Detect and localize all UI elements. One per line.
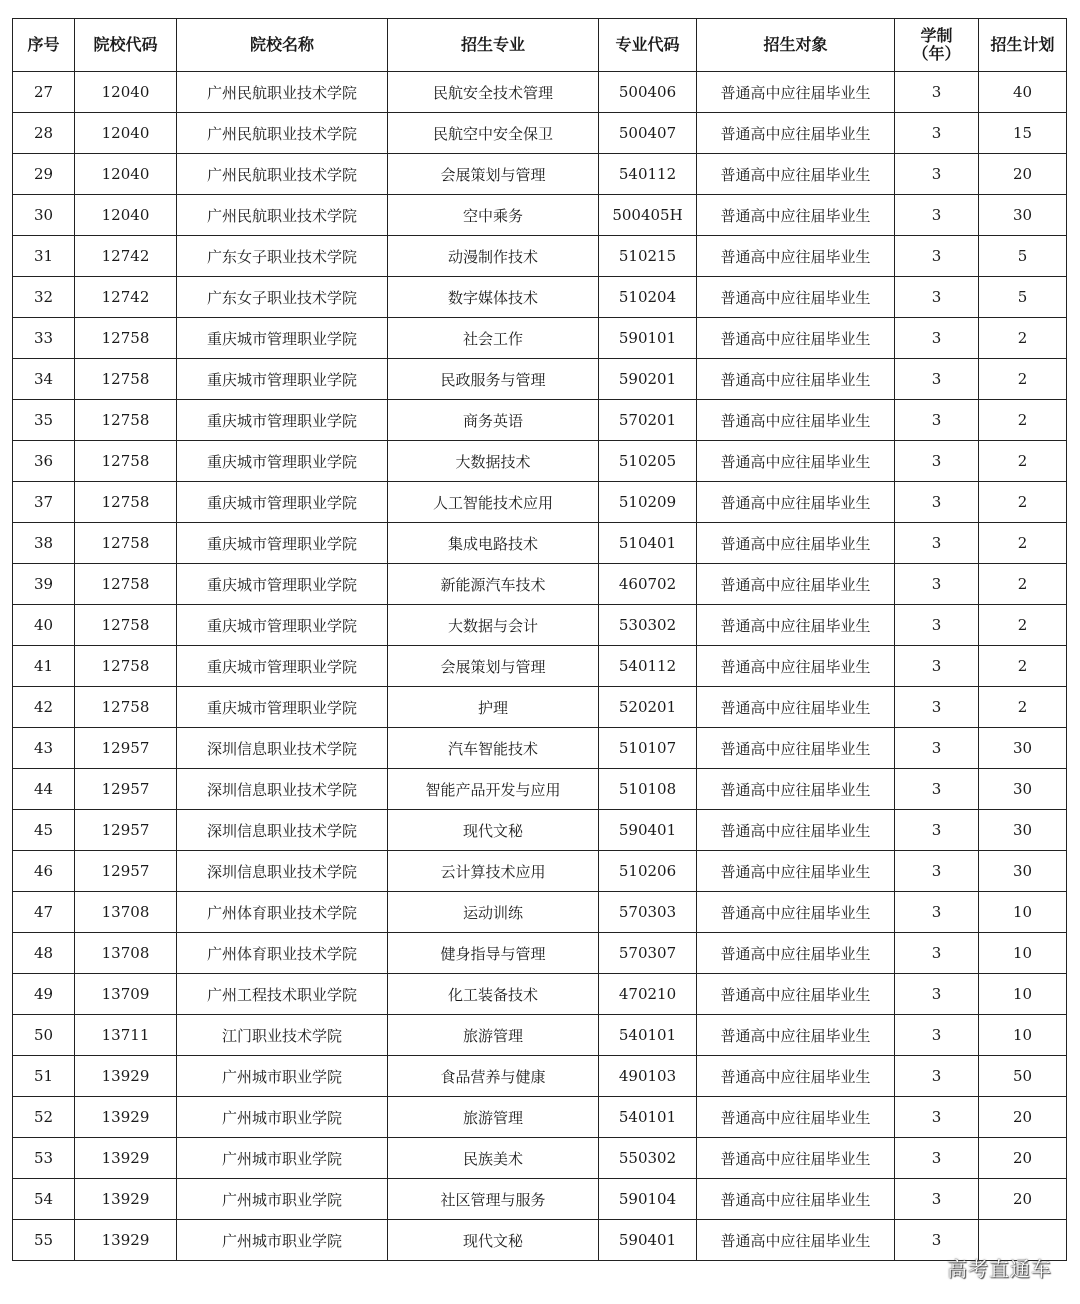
major-cell: 会展策划与管理	[388, 646, 599, 687]
plan-cell: 30	[979, 851, 1067, 892]
header-major-code: 专业代码	[599, 19, 697, 72]
school-name-cell: 深圳信息职业技术学院	[177, 810, 388, 851]
major-code-cell: 460702	[599, 564, 697, 605]
duration-cell: 3	[895, 1179, 979, 1220]
target-cell: 普通高中应往届毕业生	[697, 359, 895, 400]
major-code-cell: 510206	[599, 851, 697, 892]
school-name-cell: 重庆城市管理职业学院	[177, 687, 388, 728]
target-cell: 普通高中应往届毕业生	[697, 523, 895, 564]
school-code-cell: 12742	[75, 277, 177, 318]
school-name-cell: 重庆城市管理职业学院	[177, 523, 388, 564]
major-cell: 大数据与会计	[388, 605, 599, 646]
seq-cell: 47	[13, 892, 75, 933]
major-code-cell: 540101	[599, 1015, 697, 1056]
school-code-cell: 12758	[75, 564, 177, 605]
target-cell: 普通高中应往届毕业生	[697, 564, 895, 605]
school-code-cell: 12040	[75, 154, 177, 195]
major-cell: 现代文秘	[388, 1220, 599, 1261]
duration-cell: 3	[895, 359, 979, 400]
target-cell: 普通高中应往届毕业生	[697, 318, 895, 359]
admissions-table	[12, 18, 1067, 1261]
plan-cell: 30	[979, 728, 1067, 769]
table-row	[13, 1097, 1067, 1138]
school-code-cell: 12758	[75, 318, 177, 359]
school-code-cell: 12040	[75, 72, 177, 113]
seq-cell: 33	[13, 318, 75, 359]
plan-cell: 2	[979, 482, 1067, 523]
seq-cell: 50	[13, 1015, 75, 1056]
major-code-cell: 490103	[599, 1056, 697, 1097]
plan-cell: 2	[979, 359, 1067, 400]
seq-cell: 42	[13, 687, 75, 728]
major-code-cell: 470210	[599, 974, 697, 1015]
header-plan: 招生计划	[979, 19, 1067, 72]
table-row	[13, 605, 1067, 646]
major-cell: 民族美术	[388, 1138, 599, 1179]
major-cell: 旅游管理	[388, 1097, 599, 1138]
target-cell: 普通高中应往届毕业生	[697, 236, 895, 277]
plan-cell: 30	[979, 769, 1067, 810]
duration-cell: 3	[895, 72, 979, 113]
school-name-cell: 广州城市职业学院	[177, 1056, 388, 1097]
seq-cell: 32	[13, 277, 75, 318]
major-cell: 空中乘务	[388, 195, 599, 236]
school-code-cell: 12957	[75, 851, 177, 892]
school-code-cell: 12758	[75, 605, 177, 646]
major-code-cell: 590201	[599, 359, 697, 400]
table-row	[13, 1015, 1067, 1056]
header-duration	[895, 19, 979, 72]
target-cell: 普通高中应往届毕业生	[697, 154, 895, 195]
table-row	[13, 277, 1067, 318]
table-row	[13, 72, 1067, 113]
table-row	[13, 933, 1067, 974]
school-code-cell: 12957	[75, 769, 177, 810]
school-name-cell: 广州城市职业学院	[177, 1220, 388, 1261]
school-code-cell: 12040	[75, 113, 177, 154]
school-name-cell: 重庆城市管理职业学院	[177, 441, 388, 482]
seq-cell: 34	[13, 359, 75, 400]
plan-cell: 2	[979, 523, 1067, 564]
school-code-cell: 13929	[75, 1097, 177, 1138]
duration-cell: 3	[895, 851, 979, 892]
plan-cell: 5	[979, 236, 1067, 277]
plan-cell: 30	[979, 195, 1067, 236]
school-name-cell: 重庆城市管理职业学院	[177, 359, 388, 400]
target-cell: 普通高中应往届毕业生	[697, 1015, 895, 1056]
major-cell: 动漫制作技术	[388, 236, 599, 277]
seq-cell: 38	[13, 523, 75, 564]
seq-cell: 55	[13, 1220, 75, 1261]
table-row	[13, 1138, 1067, 1179]
major-cell: 健身指导与管理	[388, 933, 599, 974]
school-name-cell: 江门职业技术学院	[177, 1015, 388, 1056]
table-row	[13, 1179, 1067, 1220]
major-code-cell: 510107	[599, 728, 697, 769]
school-code-cell: 12742	[75, 236, 177, 277]
major-cell: 民政服务与管理	[388, 359, 599, 400]
table-row	[13, 892, 1067, 933]
duration-cell: 3	[895, 687, 979, 728]
seq-cell: 40	[13, 605, 75, 646]
school-code-cell: 12758	[75, 687, 177, 728]
seq-cell: 49	[13, 974, 75, 1015]
table-row	[13, 564, 1067, 605]
duration-cell: 3	[895, 810, 979, 851]
seq-cell: 53	[13, 1138, 75, 1179]
table-row	[13, 195, 1067, 236]
table-row	[13, 523, 1067, 564]
major-code-cell: 540112	[599, 154, 697, 195]
major-code-cell: 530302	[599, 605, 697, 646]
seq-cell: 52	[13, 1097, 75, 1138]
plan-cell: 2	[979, 687, 1067, 728]
plan-cell: 20	[979, 1097, 1067, 1138]
table-body	[13, 72, 1067, 1261]
watermark-text: 高考直通车	[947, 1257, 1052, 1281]
major-cell: 智能产品开发与应用	[388, 769, 599, 810]
school-name-cell: 广州体育职业技术学院	[177, 892, 388, 933]
duration-cell: 3	[895, 1220, 979, 1261]
duration-cell: 3	[895, 1138, 979, 1179]
table-row	[13, 851, 1067, 892]
seq-cell: 48	[13, 933, 75, 974]
plan-cell: 2	[979, 400, 1067, 441]
school-name-cell: 深圳信息职业技术学院	[177, 851, 388, 892]
table-row	[13, 728, 1067, 769]
table-row	[13, 113, 1067, 154]
seq-cell: 30	[13, 195, 75, 236]
duration-cell: 3	[895, 933, 979, 974]
target-cell: 普通高中应往届毕业生	[697, 769, 895, 810]
seq-cell: 46	[13, 851, 75, 892]
major-code-cell: 540112	[599, 646, 697, 687]
school-name-cell: 广州民航职业技术学院	[177, 195, 388, 236]
major-cell: 大数据技术	[388, 441, 599, 482]
target-cell: 普通高中应往届毕业生	[697, 482, 895, 523]
school-name-cell: 重庆城市管理职业学院	[177, 318, 388, 359]
duration-cell: 3	[895, 236, 979, 277]
school-code-cell: 13709	[75, 974, 177, 1015]
table-row	[13, 482, 1067, 523]
duration-cell: 3	[895, 441, 979, 482]
duration-cell: 3	[895, 195, 979, 236]
duration-cell: 3	[895, 1015, 979, 1056]
school-name-cell: 重庆城市管理职业学院	[177, 646, 388, 687]
school-name-cell: 广州体育职业技术学院	[177, 933, 388, 974]
school-name-cell: 广州工程技术职业学院	[177, 974, 388, 1015]
school-name-cell: 广州城市职业学院	[177, 1138, 388, 1179]
school-name-cell: 重庆城市管理职业学院	[177, 564, 388, 605]
target-cell: 普通高中应往届毕业生	[697, 1056, 895, 1097]
school-code-cell: 12758	[75, 523, 177, 564]
major-code-cell: 510205	[599, 441, 697, 482]
plan-cell: 20	[979, 1179, 1067, 1220]
school-name-cell: 深圳信息职业技术学院	[177, 728, 388, 769]
target-cell: 普通高中应往届毕业生	[697, 195, 895, 236]
major-code-cell: 510209	[599, 482, 697, 523]
major-code-cell: 570201	[599, 400, 697, 441]
duration-cell: 3	[895, 482, 979, 523]
school-code-cell: 13708	[75, 892, 177, 933]
major-cell: 社会工作	[388, 318, 599, 359]
duration-cell: 3	[895, 974, 979, 1015]
table-header-row	[13, 19, 1067, 72]
target-cell: 普通高中应往届毕业生	[697, 974, 895, 1015]
major-cell: 汽车智能技术	[388, 728, 599, 769]
school-name-cell: 重庆城市管理职业学院	[177, 605, 388, 646]
header-school-name: 院校名称	[177, 19, 388, 72]
target-cell: 普通高中应往届毕业生	[697, 113, 895, 154]
major-code-cell: 500406	[599, 72, 697, 113]
plan-cell: 50	[979, 1056, 1067, 1097]
plan-cell: 20	[979, 1138, 1067, 1179]
plan-cell: 5	[979, 277, 1067, 318]
duration-cell: 3	[895, 113, 979, 154]
school-code-cell: 12758	[75, 359, 177, 400]
table-row	[13, 1056, 1067, 1097]
plan-cell: 20	[979, 154, 1067, 195]
header-duration-line1: 学制	[920, 26, 953, 45]
seq-cell: 37	[13, 482, 75, 523]
table-row	[13, 810, 1067, 851]
school-code-cell: 12758	[75, 400, 177, 441]
duration-cell: 3	[895, 1056, 979, 1097]
table-row	[13, 154, 1067, 195]
school-name-cell: 重庆城市管理职业学院	[177, 482, 388, 523]
major-cell: 食品营养与健康	[388, 1056, 599, 1097]
major-code-cell: 590401	[599, 810, 697, 851]
duration-cell: 3	[895, 646, 979, 687]
major-cell: 集成电路技术	[388, 523, 599, 564]
seq-cell: 44	[13, 769, 75, 810]
header-major: 招生专业	[388, 19, 599, 72]
target-cell: 普通高中应往届毕业生	[697, 605, 895, 646]
seq-cell: 35	[13, 400, 75, 441]
plan-cell: 40	[979, 72, 1067, 113]
table-row	[13, 400, 1067, 441]
major-cell: 数字媒体技术	[388, 277, 599, 318]
target-cell: 普通高中应往届毕业生	[697, 851, 895, 892]
plan-cell: 10	[979, 974, 1067, 1015]
school-name-cell: 广东女子职业技术学院	[177, 277, 388, 318]
major-code-cell: 510108	[599, 769, 697, 810]
plan-cell: 2	[979, 441, 1067, 482]
school-code-cell: 13929	[75, 1056, 177, 1097]
seq-cell: 28	[13, 113, 75, 154]
major-code-cell: 540101	[599, 1097, 697, 1138]
target-cell: 普通高中应往届毕业生	[697, 277, 895, 318]
duration-cell: 3	[895, 154, 979, 195]
major-cell: 民航空中安全保卫	[388, 113, 599, 154]
major-cell: 社区管理与服务	[388, 1179, 599, 1220]
target-cell: 普通高中应往届毕业生	[697, 687, 895, 728]
major-code-cell: 550302	[599, 1138, 697, 1179]
major-cell: 化工装备技术	[388, 974, 599, 1015]
seq-cell: 27	[13, 72, 75, 113]
plan-cell: 15	[979, 113, 1067, 154]
table-row	[13, 769, 1067, 810]
duration-cell: 3	[895, 769, 979, 810]
school-name-cell: 广州城市职业学院	[177, 1097, 388, 1138]
header-duration-line2: （年）	[912, 44, 961, 63]
duration-cell: 3	[895, 892, 979, 933]
school-code-cell: 12758	[75, 482, 177, 523]
plan-cell: 30	[979, 810, 1067, 851]
school-code-cell: 12957	[75, 810, 177, 851]
school-name-cell: 重庆城市管理职业学院	[177, 400, 388, 441]
table-row	[13, 1220, 1067, 1261]
school-code-cell: 12040	[75, 195, 177, 236]
target-cell: 普通高中应往届毕业生	[697, 400, 895, 441]
school-code-cell: 12758	[75, 441, 177, 482]
table-row	[13, 441, 1067, 482]
target-cell: 普通高中应往届毕业生	[697, 1138, 895, 1179]
table-row	[13, 359, 1067, 400]
seq-cell: 43	[13, 728, 75, 769]
target-cell: 普通高中应往届毕业生	[697, 933, 895, 974]
major-code-cell: 500407	[599, 113, 697, 154]
table-row	[13, 646, 1067, 687]
school-name-cell: 广州民航职业技术学院	[177, 113, 388, 154]
major-cell: 民航安全技术管理	[388, 72, 599, 113]
table-row	[13, 687, 1067, 728]
school-code-cell: 12758	[75, 646, 177, 687]
school-name-cell: 广州城市职业学院	[177, 1179, 388, 1220]
duration-cell: 3	[895, 728, 979, 769]
school-code-cell: 13929	[75, 1220, 177, 1261]
target-cell: 普通高中应往届毕业生	[697, 441, 895, 482]
seq-cell: 31	[13, 236, 75, 277]
school-code-cell: 13708	[75, 933, 177, 974]
plan-cell: 2	[979, 564, 1067, 605]
major-cell: 旅游管理	[388, 1015, 599, 1056]
major-code-cell: 590101	[599, 318, 697, 359]
duration-cell: 3	[895, 277, 979, 318]
major-code-cell: 500405H	[599, 195, 697, 236]
major-code-cell: 590104	[599, 1179, 697, 1220]
major-cell: 商务英语	[388, 400, 599, 441]
school-name-cell: 广东女子职业技术学院	[177, 236, 388, 277]
major-cell: 护理	[388, 687, 599, 728]
target-cell: 普通高中应往届毕业生	[697, 892, 895, 933]
header-school-code: 院校代码	[75, 19, 177, 72]
target-cell: 普通高中应往届毕业生	[697, 1220, 895, 1261]
table-row	[13, 974, 1067, 1015]
major-cell: 人工智能技术应用	[388, 482, 599, 523]
duration-cell: 3	[895, 605, 979, 646]
header-target: 招生对象	[697, 19, 895, 72]
seq-cell: 51	[13, 1056, 75, 1097]
duration-cell: 3	[895, 523, 979, 564]
major-code-cell: 510215	[599, 236, 697, 277]
major-code-cell: 510204	[599, 277, 697, 318]
school-code-cell: 13929	[75, 1138, 177, 1179]
seq-cell: 45	[13, 810, 75, 851]
school-code-cell: 12957	[75, 728, 177, 769]
major-cell: 云计算技术应用	[388, 851, 599, 892]
duration-cell: 3	[895, 1097, 979, 1138]
major-code-cell: 570307	[599, 933, 697, 974]
seq-cell: 54	[13, 1179, 75, 1220]
major-code-cell: 570303	[599, 892, 697, 933]
school-code-cell: 13929	[75, 1179, 177, 1220]
plan-cell: 2	[979, 646, 1067, 687]
target-cell: 普通高中应往届毕业生	[697, 810, 895, 851]
duration-cell: 3	[895, 564, 979, 605]
plan-cell: 10	[979, 1015, 1067, 1056]
target-cell: 普通高中应往届毕业生	[697, 72, 895, 113]
target-cell: 普通高中应往届毕业生	[697, 646, 895, 687]
plan-cell: 10	[979, 892, 1067, 933]
seq-cell: 41	[13, 646, 75, 687]
duration-cell: 3	[895, 400, 979, 441]
duration-cell: 3	[895, 318, 979, 359]
target-cell: 普通高中应往届毕业生	[697, 1179, 895, 1220]
header-seq: 序号	[13, 19, 75, 72]
seq-cell: 39	[13, 564, 75, 605]
major-code-cell: 510401	[599, 523, 697, 564]
seq-cell: 36	[13, 441, 75, 482]
table-row	[13, 236, 1067, 277]
target-cell: 普通高中应往届毕业生	[697, 728, 895, 769]
seq-cell: 29	[13, 154, 75, 195]
major-code-cell: 590401	[599, 1220, 697, 1261]
plan-cell: 2	[979, 318, 1067, 359]
school-name-cell: 广州民航职业技术学院	[177, 154, 388, 195]
school-name-cell: 广州民航职业技术学院	[177, 72, 388, 113]
target-cell: 普通高中应往届毕业生	[697, 1097, 895, 1138]
admissions-table-sheet	[12, 18, 1066, 1261]
plan-cell: 2	[979, 605, 1067, 646]
major-code-cell: 520201	[599, 687, 697, 728]
school-name-cell: 深圳信息职业技术学院	[177, 769, 388, 810]
major-cell: 会展策划与管理	[388, 154, 599, 195]
major-cell: 现代文秘	[388, 810, 599, 851]
major-cell: 运动训练	[388, 892, 599, 933]
table-row	[13, 318, 1067, 359]
major-cell: 新能源汽车技术	[388, 564, 599, 605]
plan-cell: 10	[979, 933, 1067, 974]
school-code-cell: 13711	[75, 1015, 177, 1056]
